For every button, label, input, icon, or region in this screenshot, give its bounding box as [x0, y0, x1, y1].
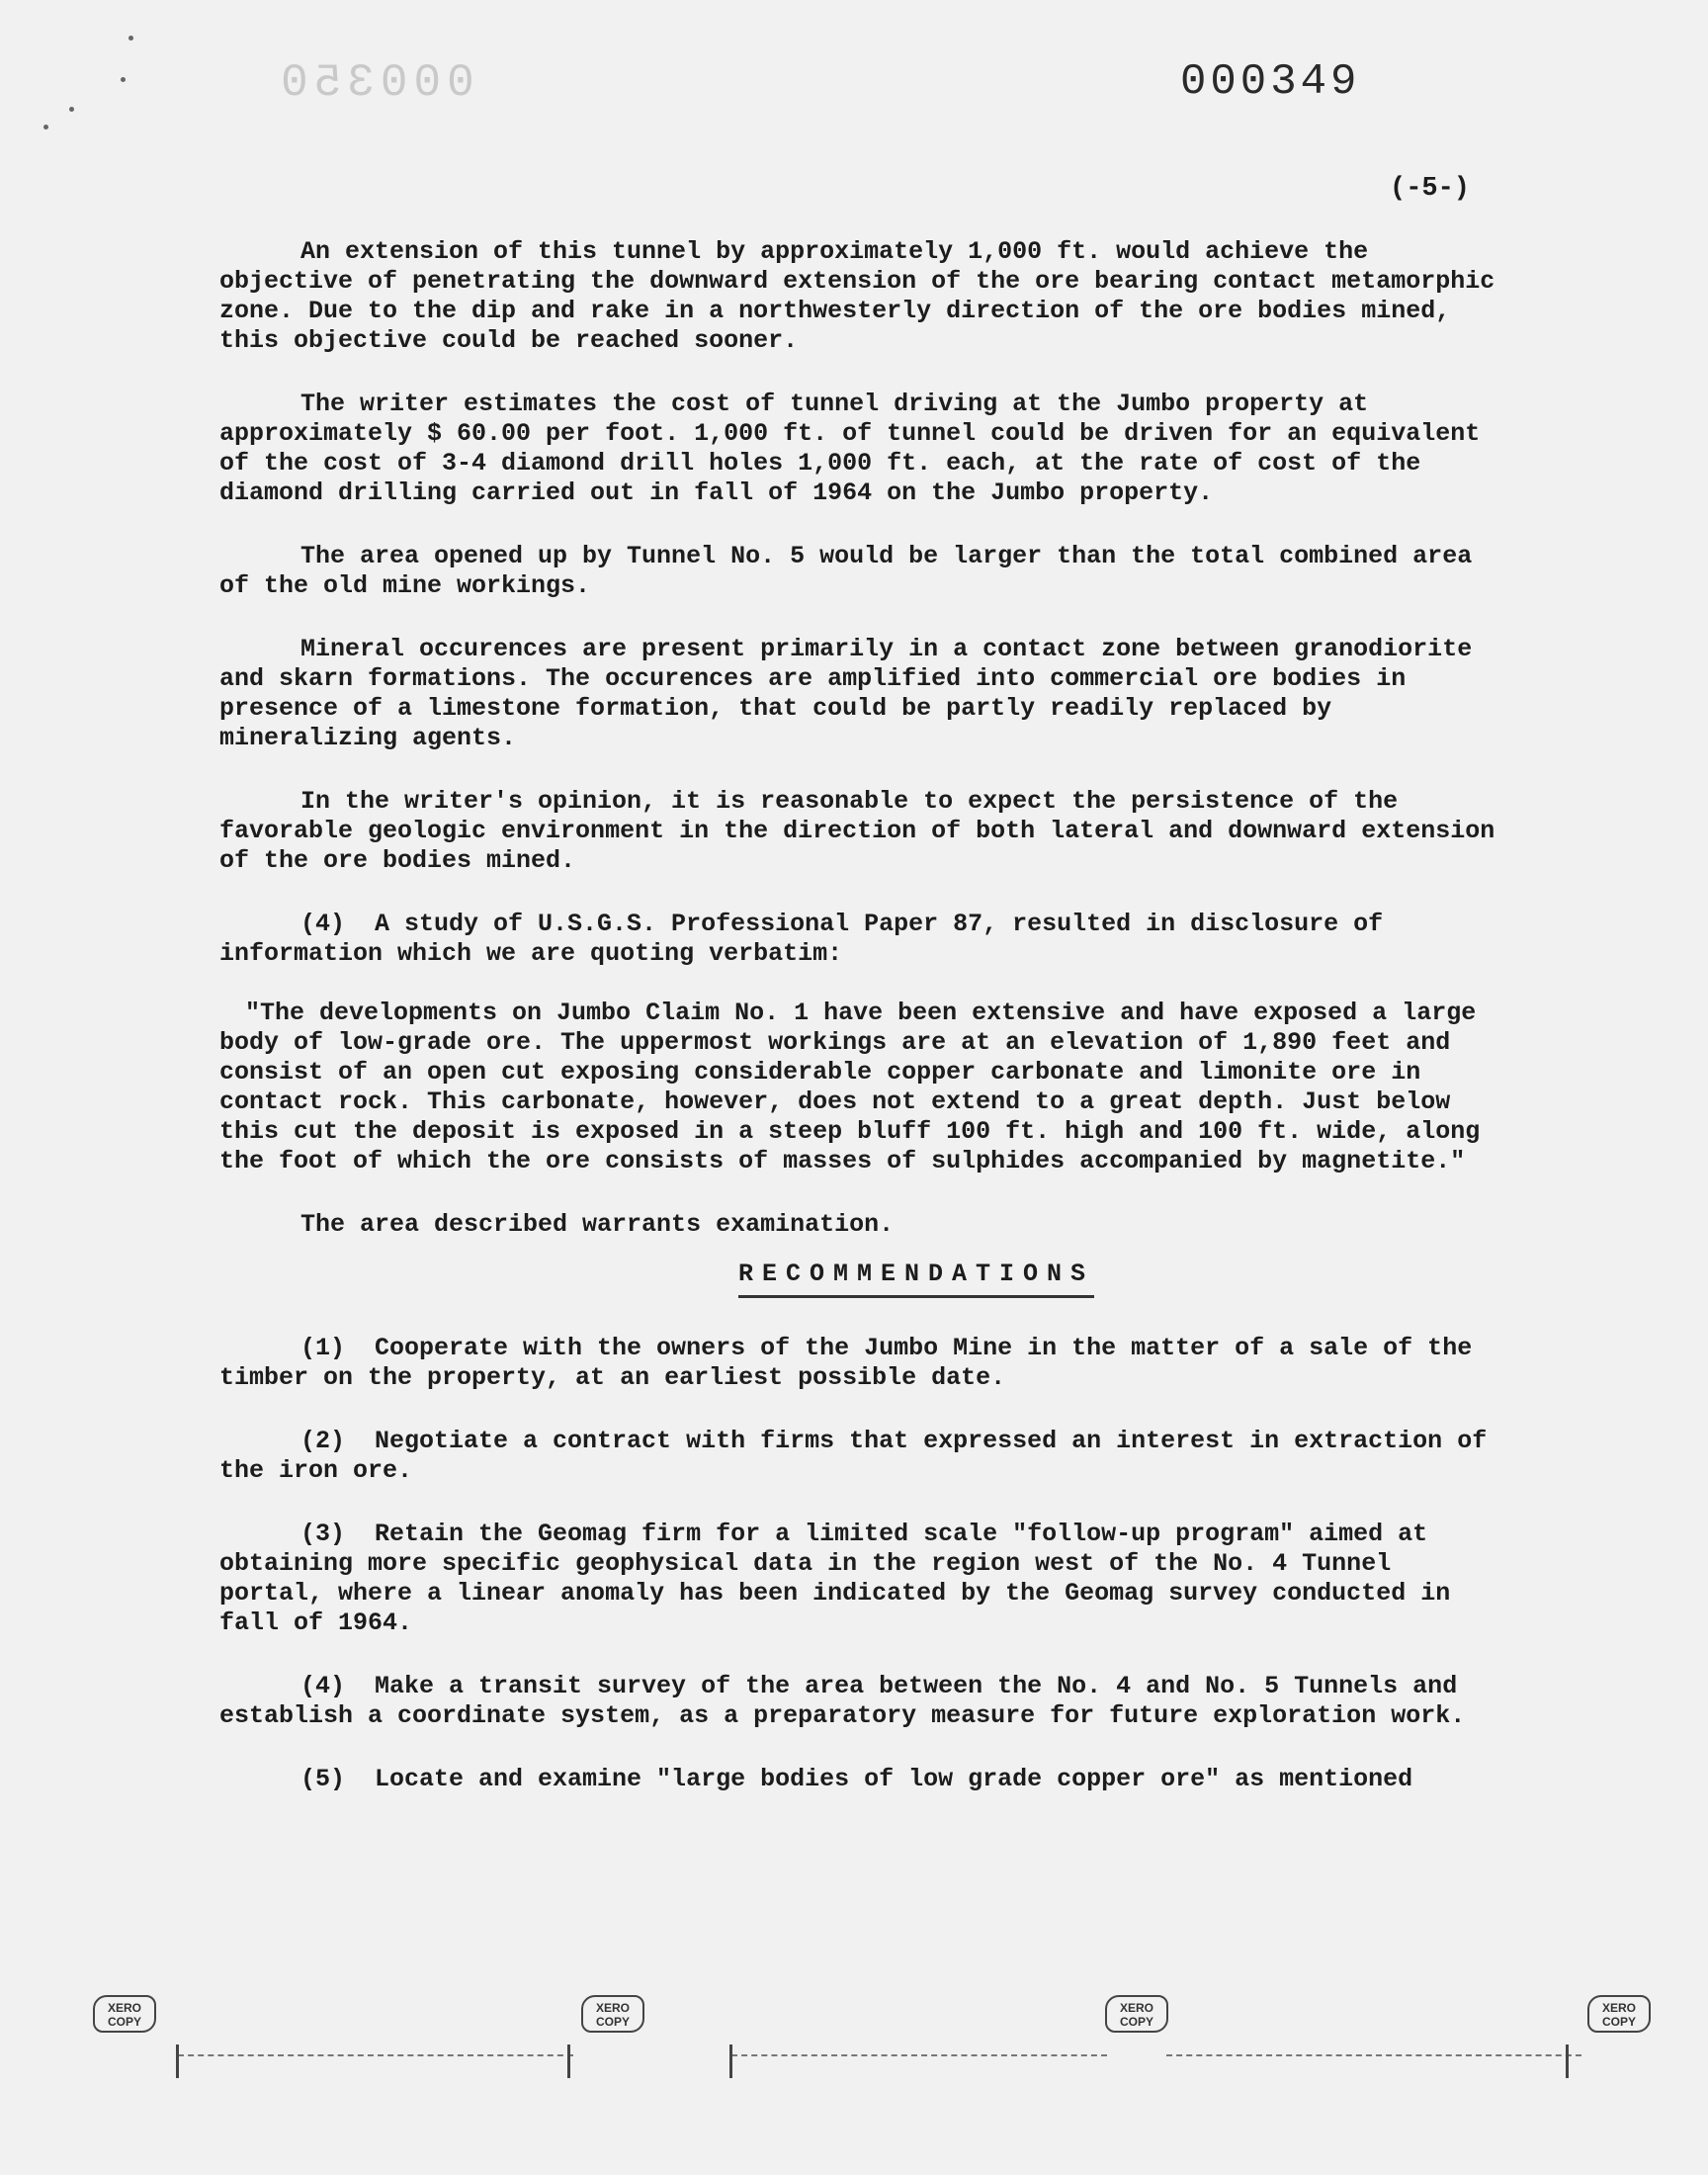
paragraph: (4) A study of U.S.G.S. Professional Paper 87, resulted in disclosure of information which we are quoting verbatim:	[219, 910, 1399, 968]
speck	[128, 36, 133, 41]
crop-mark	[567, 2044, 570, 2078]
xero-copy-stamp-text: COPY	[107, 2015, 141, 2029]
recommendations-heading	[219, 1260, 1504, 1298]
verbatim-quote: "The developments on Jumbo Claim No. 1 have been extensive and have exposed a large body of low-grade ore. The uppermost workings are at an elevation of 1,890 feet and consist of an open cut exposing considerable copper carbonate and limonite ore in contact rock. This carbonate, however, does not extend to a great depth. Just below this cut the deposit is exposed in a steep bluff 100 ft. high and 100 ft. wide, along the foot of which the ore consists of masses of sulphides accompanied by magnetite."	[219, 999, 1495, 1175]
xero-copy-stamp	[1105, 1995, 1168, 2033]
recommendations-heading-text: RECOMMENDATIONS	[738, 1260, 1094, 1298]
xero-copy-stamp-text: COPY	[1119, 2015, 1153, 2029]
paragraph: The writer estimates the cost of tunnel driving at the Jumbo property at approximately $ 60.00 per foot. 1,000 ft. of tunnel could be driven for an equivalent of the cost of 3-4 diamond drill holes 1,000 ft. each, at the rate of cost of the diamond drilling carried out in fall of 1964 on the Jumbo property.	[219, 390, 1495, 507]
recommendation-item: (2) Negotiate a contract with firms that expressed an interest in extraction of the iron ore.	[219, 1427, 1502, 1485]
xero-copy-stamp-text: COPY	[595, 2015, 630, 2029]
recommendation-item: (4) Make a transit survey of the area between the No. 4 and No. 5 Tunnels and establish a coordinate system, as a preparatory measure for future exploration work.	[219, 1672, 1473, 1730]
recommendation-item: (3) Retain the Geomag firm for a limited scale "follow-up program" aimed at obtaining more specific geophysical data in the region west of the No. 4 Tunnel portal, where a linear anomaly has been indicated by the Geomag survey conducted in fall of 1964.	[219, 1520, 1466, 1637]
xero-copy-stamp-text: XERO	[1601, 2001, 1636, 2015]
paragraph: The area opened up by Tunnel No. 5 would be larger than the total combined area of the old mine workings.	[219, 542, 1488, 600]
document-body	[219, 237, 1510, 1828]
crop-mark	[176, 2044, 179, 2078]
footer-dashed-rule	[731, 2054, 1107, 2056]
crop-mark	[729, 2044, 732, 2078]
recommendation-item: (5) Locate and examine "large bodies of low grade copper ore" as mentioned	[300, 1765, 1413, 1793]
bleed-through-stamp: 000350	[275, 57, 474, 109]
xero-copy-stamp	[93, 1995, 156, 2033]
bates-stamp-number: 000349	[1180, 57, 1361, 107]
xero-copy-stamp-text: XERO	[595, 2001, 630, 2015]
recommendation-item: (1) Cooperate with the owners of the Jumbo Mine in the matter of a sale of the timber on the property, at an earliest possible date.	[219, 1334, 1488, 1392]
paragraph: In the writer's opinion, it is reasonable to expect the persistence of the favorable geologic environment in the direction of both lateral and downward extension of the ore bodies mined.	[219, 787, 1510, 875]
xero-copy-stamp-text: XERO	[107, 2001, 141, 2015]
footer-dashed-rule	[1166, 2054, 1581, 2056]
crop-mark	[1566, 2044, 1569, 2078]
xero-copy-stamp	[581, 1995, 644, 2033]
paragraph: An extension of this tunnel by approximately 1,000 ft. would achieve the objective of penetrating the downward extension of the ore bearing contact metamorphic zone. Due to the dip and rake in a northwesterly direction of the ore bodies mined, this objective could be reached sooner.	[219, 237, 1510, 355]
paragraph: Mineral occurences are present primarily in a contact zone between granodiorite and skarn formations. The occurences are amplified into commercial ore bodies in presence of a limestone formation, that could be partly readily replaced by mineralizing agents.	[219, 635, 1488, 752]
xero-copy-stamp	[1587, 1995, 1651, 2033]
speck	[43, 125, 48, 130]
footer-dashed-rule	[178, 2054, 573, 2056]
speck	[121, 77, 126, 82]
xero-copy-stamp-text: XERO	[1119, 2001, 1153, 2015]
xero-copy-stamp-text: COPY	[1601, 2015, 1636, 2029]
page-number: (-5-)	[1390, 174, 1471, 204]
paragraph: The area described warrants examination.	[300, 1210, 895, 1239]
speck	[69, 107, 74, 112]
